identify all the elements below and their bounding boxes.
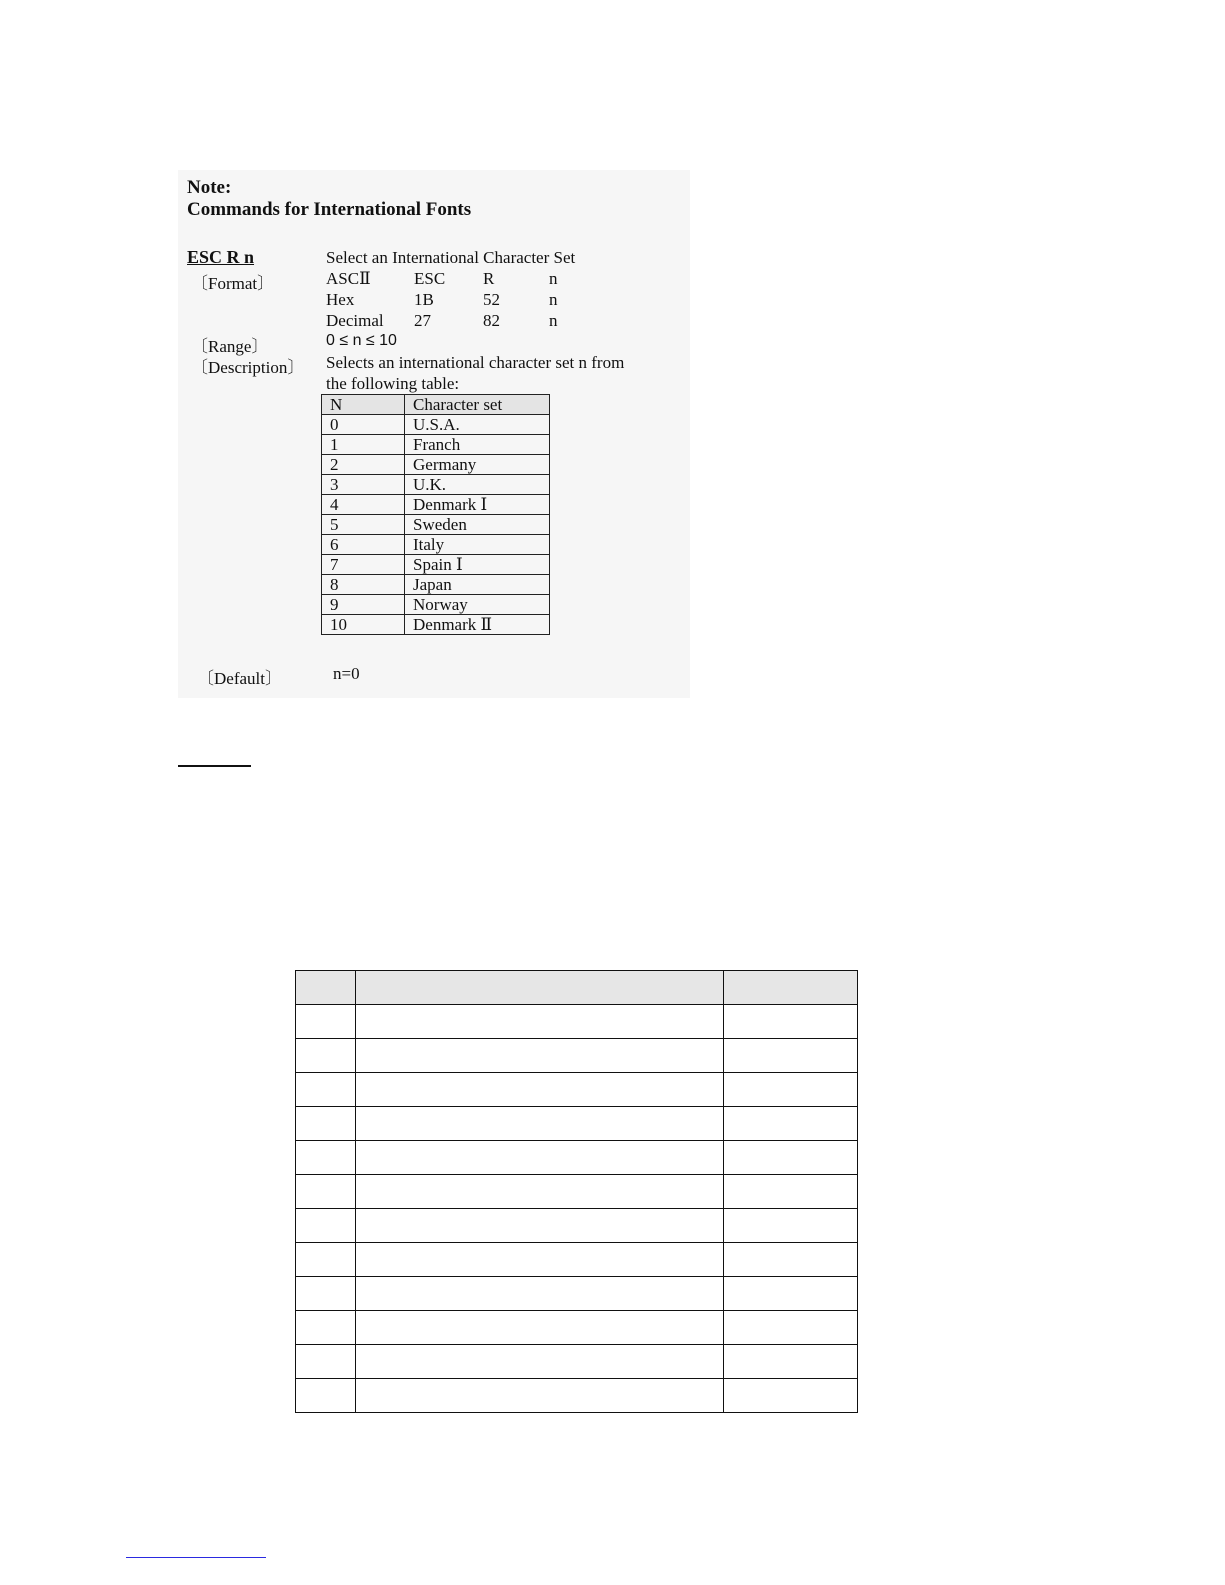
description-line-1: Selects an international character set n from <box>326 353 625 372</box>
blank-cell <box>724 1209 858 1243</box>
blank-table-body <box>296 1005 858 1413</box>
format-label: 〔Format〕 <box>191 274 275 293</box>
table-row <box>296 1243 858 1277</box>
description-label: 〔Description〕 <box>191 358 305 377</box>
table-row <box>322 575 550 595</box>
blank-cell <box>356 1209 724 1243</box>
table-row <box>322 515 550 535</box>
blank-cell <box>356 1005 724 1039</box>
blank-cell <box>724 1311 858 1345</box>
blank-cell <box>296 1175 356 1209</box>
blank-cell <box>296 1379 356 1413</box>
blank-cell <box>296 1107 356 1141</box>
table-row <box>296 1311 858 1345</box>
format-cell: n <box>549 269 558 288</box>
format-cell: ASCⅡ <box>326 269 371 288</box>
charset-n-cell: 6 <box>322 535 405 555</box>
footnote-link-rule[interactable] <box>126 1557 266 1558</box>
charset-n-cell: 8 <box>322 575 405 595</box>
table-row <box>296 1039 858 1073</box>
charset-table-header-row <box>322 395 550 415</box>
charset-n-cell: 10 <box>322 615 405 635</box>
table-row <box>296 1073 858 1107</box>
table-row <box>322 555 550 575</box>
default-label: 〔Default〕 <box>197 669 282 688</box>
charset-name-cell: Japan <box>405 575 550 595</box>
table-row <box>296 1107 858 1141</box>
charset-table <box>321 394 550 635</box>
table-row <box>296 1141 858 1175</box>
range-value: 0 ≤ n ≤ 10 <box>326 332 397 349</box>
charset-n-cell: 2 <box>322 455 405 475</box>
format-cell: Hex <box>326 290 355 309</box>
blank-cell <box>296 1073 356 1107</box>
blank-cell <box>296 1005 356 1039</box>
table-row <box>322 535 550 555</box>
command-summary: Select an International Character Set <box>326 248 576 267</box>
charset-header-n: N <box>322 395 405 415</box>
blank-cell <box>356 1277 724 1311</box>
note-heading: Note: <box>187 177 232 198</box>
format-cell: 82 <box>483 311 500 330</box>
range-label: 〔Range〕 <box>191 337 269 356</box>
format-cell: ESC <box>414 269 446 288</box>
blank-cell <box>296 1141 356 1175</box>
table-row <box>296 1175 858 1209</box>
table-row <box>322 435 550 455</box>
blank-cell <box>724 1277 858 1311</box>
blank-header-cell <box>356 971 724 1005</box>
blank-cell <box>356 1175 724 1209</box>
blank-cell <box>296 1311 356 1345</box>
table-row <box>296 1209 858 1243</box>
charset-n-cell: 1 <box>322 435 405 455</box>
blank-cell <box>724 1005 858 1039</box>
blank-cell <box>724 1039 858 1073</box>
format-cell: Decimal <box>326 311 384 330</box>
table-row <box>296 1379 858 1413</box>
table-row <box>322 615 550 635</box>
charset-name-cell: Sweden <box>405 515 550 535</box>
blank-cell <box>356 1345 724 1379</box>
format-cell: R <box>483 269 495 288</box>
blank-cell <box>356 1039 724 1073</box>
charset-n-cell: 5 <box>322 515 405 535</box>
blank-cell <box>724 1073 858 1107</box>
blank-table-header-row <box>296 971 858 1005</box>
charset-name-cell: Germany <box>405 455 550 475</box>
note-title: Commands for International Fonts <box>187 199 472 220</box>
charset-name-cell: Franch <box>405 435 550 455</box>
command-name: ESC R n <box>187 247 255 267</box>
charset-n-cell: 4 <box>322 495 405 515</box>
table-row <box>322 455 550 475</box>
description-line-2: the following table: <box>326 374 460 393</box>
blank-header-cell <box>296 971 356 1005</box>
blank-cell <box>296 1243 356 1277</box>
table-row <box>296 1345 858 1379</box>
format-cell: 27 <box>414 311 431 330</box>
blank-cell <box>356 1141 724 1175</box>
blank-table <box>295 970 858 1413</box>
blank-cell <box>356 1311 724 1345</box>
blank-cell <box>296 1345 356 1379</box>
blank-cell <box>356 1243 724 1277</box>
charset-name-cell: Italy <box>405 535 550 555</box>
table-row <box>322 475 550 495</box>
blank-cell <box>724 1243 858 1277</box>
section-rule <box>178 765 251 767</box>
charset-n-cell: 3 <box>322 475 405 495</box>
format-cell: n <box>549 311 558 330</box>
charset-name-cell: U.K. <box>405 475 550 495</box>
charset-n-cell: 7 <box>322 555 405 575</box>
table-row <box>322 415 550 435</box>
charset-n-cell: 9 <box>322 595 405 615</box>
blank-cell <box>296 1039 356 1073</box>
charset-n-cell: 0 <box>322 415 405 435</box>
default-value: n=0 <box>333 664 360 683</box>
format-cell: n <box>549 290 558 309</box>
blank-cell <box>724 1107 858 1141</box>
blank-cell <box>296 1277 356 1311</box>
table-row <box>296 1005 858 1039</box>
blank-cell <box>724 1379 858 1413</box>
charset-name-cell: U.S.A. <box>405 415 550 435</box>
charset-header-character-set: Character set <box>405 395 550 415</box>
blank-cell <box>724 1175 858 1209</box>
format-cell: 1B <box>414 290 434 309</box>
charset-name-cell: Spain Ⅰ <box>405 555 550 575</box>
blank-cell <box>724 1141 858 1175</box>
blank-cell <box>356 1379 724 1413</box>
table-row <box>322 595 550 615</box>
table-row <box>322 495 550 515</box>
blank-cell <box>296 1209 356 1243</box>
format-cell: 52 <box>483 290 500 309</box>
charset-name-cell: Denmark Ⅰ <box>405 495 550 515</box>
blank-cell <box>356 1073 724 1107</box>
charset-name-cell: Denmark Ⅱ <box>405 615 550 635</box>
charset-name-cell: Norway <box>405 595 550 615</box>
blank-header-cell <box>724 971 858 1005</box>
table-row <box>296 1277 858 1311</box>
blank-cell <box>356 1107 724 1141</box>
blank-cell <box>724 1345 858 1379</box>
